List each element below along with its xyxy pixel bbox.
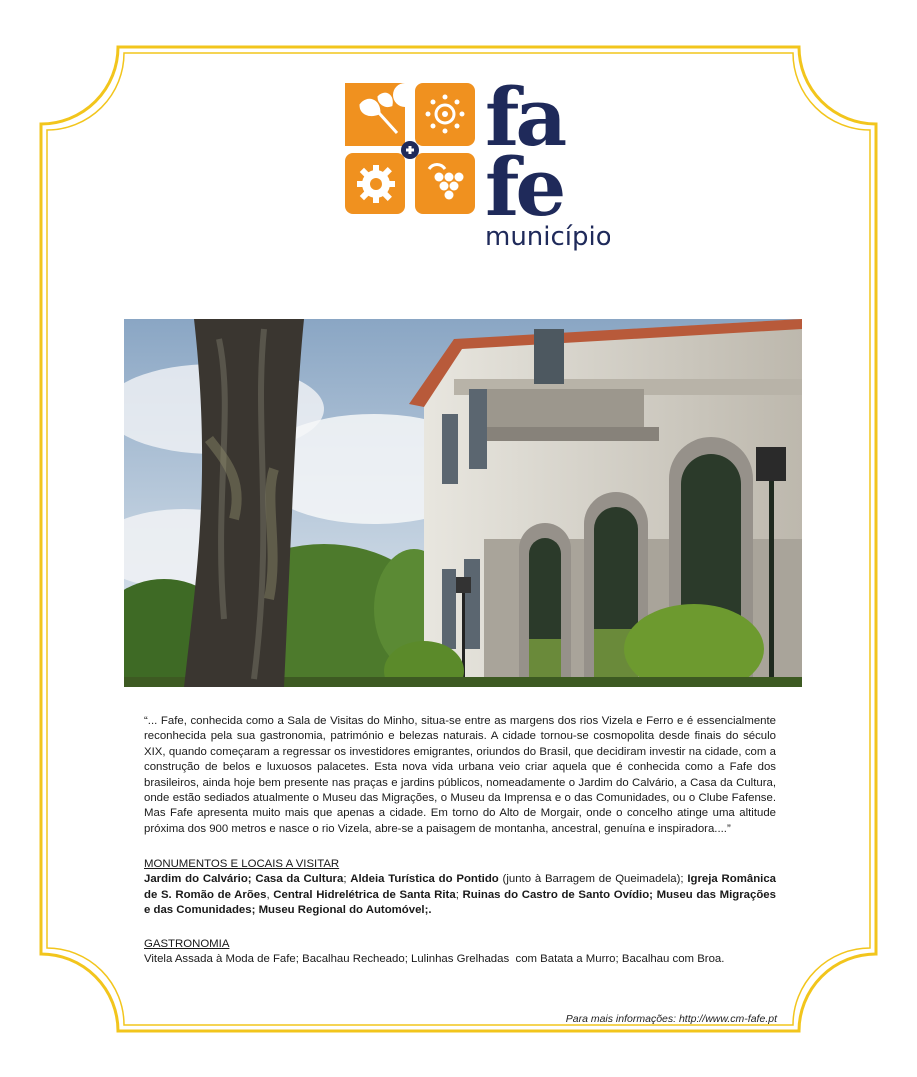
monuments-list-part: ; xyxy=(343,873,351,886)
intro-paragraph: “... Fafe, conhecida como a Sala de Visitas do Minho, situa-se entre as margens dos rios Vizela e Ferro e é essencialmente reconhecida pela sua gastronomia, património e belezas naturais. A cidade tornou-se cosmopolita desde finais do século XIX, quando começaram a regressar os investidores emigrantes, oriundos do Brasil, que decidiram investir na cidade, com a construção de belos e luxuosos palacetes. Esta nova vida urbana veio criar aquela que é conhecida como a Fafe dos brasileiros, ainda hoje bem presente nas praças e jardins públicos, nomeadamente o Jardim do Calvário, a Casa da Cultura, onde estão sediados atualmente o Museu das Migrações, o Museu da Imprensa e o das Comunidades, ou o Clube Fafense. Mas Fafe apresenta muito mais que apenas a cidade. Em torno do Alto de Morgair, onde o concelho atinge uma altitude próxima dos 900 metros e nasce o rio Vizela, abre-se a paisagem de montanha, ancestral, genuína e inspiradora....” xyxy=(144,715,776,835)
casa-da-cultura-photo xyxy=(124,319,802,687)
monuments-list-part: Jardim do Calvário; Casa da Cultura xyxy=(144,873,344,886)
monuments-list-part: Igreja Românica de S. Romão de Arões xyxy=(144,873,776,901)
fafe-municipio-logo xyxy=(345,83,610,253)
gastronomy-section xyxy=(144,937,776,968)
gastronomy-list: Vitela Assada à Moda de Fafe; Bacalhau Recheado; Lulinhas Grelhadas com Batata a Murro; Bacalhau com Broa. xyxy=(144,953,725,966)
monuments-list xyxy=(144,872,776,918)
logo-emblem xyxy=(345,83,475,214)
logo-wordmark-sub: município xyxy=(485,222,610,252)
monuments-list-part: ; xyxy=(455,888,463,901)
monuments-list-part: , xyxy=(266,888,274,901)
tree-trunk xyxy=(184,319,304,687)
gear-icon xyxy=(357,165,395,203)
monuments-list-part: Central Hidrelétrica de Santa Rita xyxy=(273,888,456,901)
monuments-section xyxy=(144,857,776,919)
more-info-link[interactable]: Para mais informações: http://www.cm-fafe.pt xyxy=(565,1013,777,1025)
logo-wordmark-bottom: fe xyxy=(485,140,563,234)
logo-wordmark-top: fa xyxy=(485,83,564,164)
monuments-list-part: (junto à Barragem de Queimadela); xyxy=(498,873,688,886)
plus-icon xyxy=(401,141,419,159)
monuments-list-part: Ruinas do Castro de Santo Ovídio; Museu das Migrações e das Comunidades; Museu Regional do Automóvel;. xyxy=(144,888,776,917)
gastronomy-title: GASTRONOMIA xyxy=(144,938,230,950)
monuments-title: MONUMENTOS E LOCAIS A VISITAR xyxy=(144,858,340,870)
monuments-list-part: Aldeia Turística do Pontido xyxy=(350,873,499,886)
